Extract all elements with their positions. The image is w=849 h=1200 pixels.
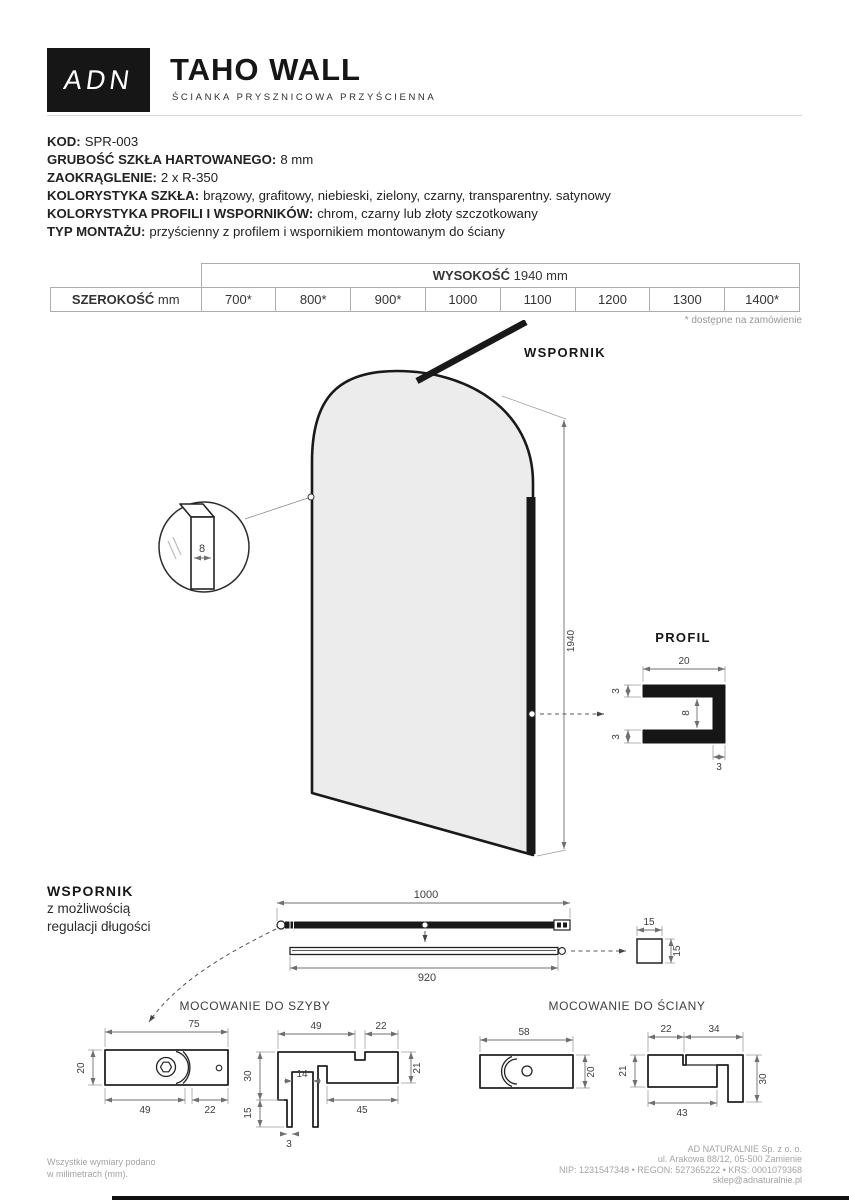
- dim-ws-top-right: 34: [708, 1024, 720, 1035]
- tube-pointer-dot: [559, 948, 566, 955]
- wall-clamp-profile: [648, 1055, 743, 1102]
- brand-logo: [47, 48, 150, 112]
- mount-hole: [522, 1066, 532, 1076]
- wall-mount-side-view: [480, 1027, 597, 1088]
- table-row-height: [51, 264, 800, 288]
- dim-wm-height: 20: [586, 1066, 597, 1078]
- footer-email: sklep@adnaturalnie.pl: [712, 1175, 802, 1186]
- table-ghost-cell: [51, 264, 202, 288]
- width-header-cell: SZEROKOŚĆ mm: [51, 288, 202, 312]
- profil-detail: [611, 630, 725, 773]
- footer-note: Wszystkie wymiary podano w milimetrach (mm).: [47, 1157, 156, 1179]
- wall-mount-body: [480, 1055, 573, 1088]
- rod-end-cap: [554, 920, 570, 930]
- dim-gs-right: 21: [412, 1062, 423, 1074]
- size-table: [50, 263, 800, 312]
- glass-mount-side-view: [76, 1019, 228, 1116]
- width-cell: 1100: [500, 288, 575, 312]
- dim-gs-bottom: 45: [356, 1105, 368, 1116]
- footer-company: AD NATURALNIE Sp. z o. o.: [687, 1144, 802, 1154]
- dim-gs-slot: 14: [296, 1069, 308, 1080]
- dim-profil-wall: 3: [716, 762, 722, 773]
- dim-gm-bottom-left: 49: [139, 1105, 151, 1116]
- bolt-head: [157, 1058, 176, 1077]
- technical-drawing: [0, 320, 849, 1200]
- spec-row-typ-montazu: TYP MONTAŻU: przyścienny z profilem i wspornikiem montowanym do ściany: [47, 223, 505, 239]
- dim-ws-right: 30: [758, 1073, 769, 1085]
- rod-inner-tube: [290, 948, 558, 955]
- dim-profil-inner: 8: [681, 710, 692, 716]
- wall-mount-section: [618, 1024, 769, 1119]
- width-cell: 1400*: [725, 288, 800, 312]
- dim-square-h: 15: [672, 945, 683, 957]
- table-footnote: * dostępne na zamówienie: [684, 315, 802, 326]
- width-cell: 900*: [351, 288, 426, 312]
- dim-glass-thickness: 8: [198, 543, 206, 555]
- dim-rod-total: 1000: [413, 889, 439, 901]
- dim-profil-width: 20: [678, 656, 690, 667]
- dim-gs-top-right: 22: [375, 1021, 387, 1032]
- dim-height: 1940: [566, 629, 577, 653]
- width-cell: 1000: [425, 288, 500, 312]
- logo-adn-text: ADN: [61, 64, 136, 95]
- bracket-label: WSPORNIK: [524, 345, 606, 360]
- glass-panel-drawing: [159, 322, 606, 856]
- page-edge-bar: [112, 1196, 849, 1200]
- dim-gm-height: 20: [76, 1062, 87, 1074]
- rod-pointer-dot: [422, 922, 428, 928]
- spec-row-kod: KOD: SPR-003: [47, 134, 139, 149]
- glass-mount-title: MOCOWANIE DO SZYBY: [179, 999, 331, 1013]
- bracket-rod: [417, 322, 526, 381]
- dim-gm-bottom-right: 22: [204, 1105, 216, 1116]
- rod-body: [285, 922, 554, 929]
- glass-panel: [312, 371, 533, 855]
- bracket-section-subtitle1: z możliwością: [47, 901, 131, 916]
- wall-profile-bar: [527, 497, 536, 854]
- footer-company-info: [559, 1144, 802, 1186]
- profil-title: PROFIL: [655, 630, 711, 645]
- edge-pointer-dot: [308, 494, 314, 500]
- rod-cross-section: [637, 939, 662, 963]
- screw-hole: [216, 1065, 222, 1071]
- glass-clamp-profile: [278, 1052, 398, 1127]
- spec-row-zaokraglenie: ZAOKRĄGLENIE: 2 x R-350: [47, 169, 219, 185]
- dim-profil-flange-bottom: 3: [611, 734, 622, 740]
- spec-row-kolorystyka-szkla: KOLORYSTYKA SZKŁA: brązowy, grafitowy, niebieski, zielony, czarny, transparentny. satynowy: [47, 187, 611, 203]
- width-cell: 1200: [575, 288, 650, 312]
- height-header-cell: WYSOKOŚĆ 1940 mm: [201, 264, 800, 288]
- footer-registry: NIP: 1231547348 • REGON: 527365222 • KRS: 0001079368: [559, 1164, 802, 1175]
- bracket-section-subtitle2: regulacji długości: [47, 918, 151, 934]
- width-cell: 800*: [276, 288, 351, 312]
- dim-rod-inner: 920: [417, 972, 437, 984]
- dim-gs-left-upper: 30: [243, 1070, 254, 1082]
- wall-mount-title: MOCOWANIE DO ŚCIANY: [548, 999, 706, 1013]
- dim-ws-bottom: 43: [676, 1108, 688, 1119]
- glass-mount-section: [243, 1021, 423, 1150]
- rod-ball-end: [277, 921, 285, 929]
- spec-row-kolorystyka-profili: KOLORYSTYKA PROFILI I WSPORNIKÓW: chrom, czarny lub złoty szczotkowany: [47, 205, 538, 221]
- table-row-widths: [51, 288, 800, 312]
- glass-mount-body: [105, 1050, 228, 1085]
- dim-gs-leg: 3: [286, 1139, 292, 1150]
- footer-address: ul. Arakowa 88/12, 05-500 Zamienie: [657, 1154, 802, 1165]
- dim-gs-top-left: 49: [310, 1021, 322, 1032]
- dim-gm-top: 75: [188, 1019, 200, 1030]
- dim-ws-left: 21: [618, 1065, 629, 1077]
- dim-wm-top: 58: [518, 1027, 530, 1038]
- dim-gs-left-lower: 15: [243, 1107, 254, 1119]
- dim-profil-flange-top: 3: [611, 688, 622, 694]
- dim-square-w: 15: [643, 917, 655, 928]
- dim-ws-top-left: 22: [660, 1024, 672, 1035]
- spec-row-grubosc: GRUBOŚĆ SZKŁA HARTOWANEGO: 8 mm: [47, 151, 314, 167]
- page-title: TAHO WALL: [170, 52, 361, 87]
- header-divider: [47, 115, 802, 116]
- width-cell: 700*: [201, 288, 276, 312]
- width-cell: 1300: [650, 288, 725, 312]
- bracket-section-title: WSPORNIK: [47, 883, 134, 899]
- product-specs: [47, 133, 611, 240]
- page-subtitle: ŚCIANKA PRYSZNICOWA PRZYŚCIENNA: [172, 92, 437, 103]
- bracket-section-heading: [47, 883, 151, 934]
- profile-pointer-dot: [529, 711, 535, 717]
